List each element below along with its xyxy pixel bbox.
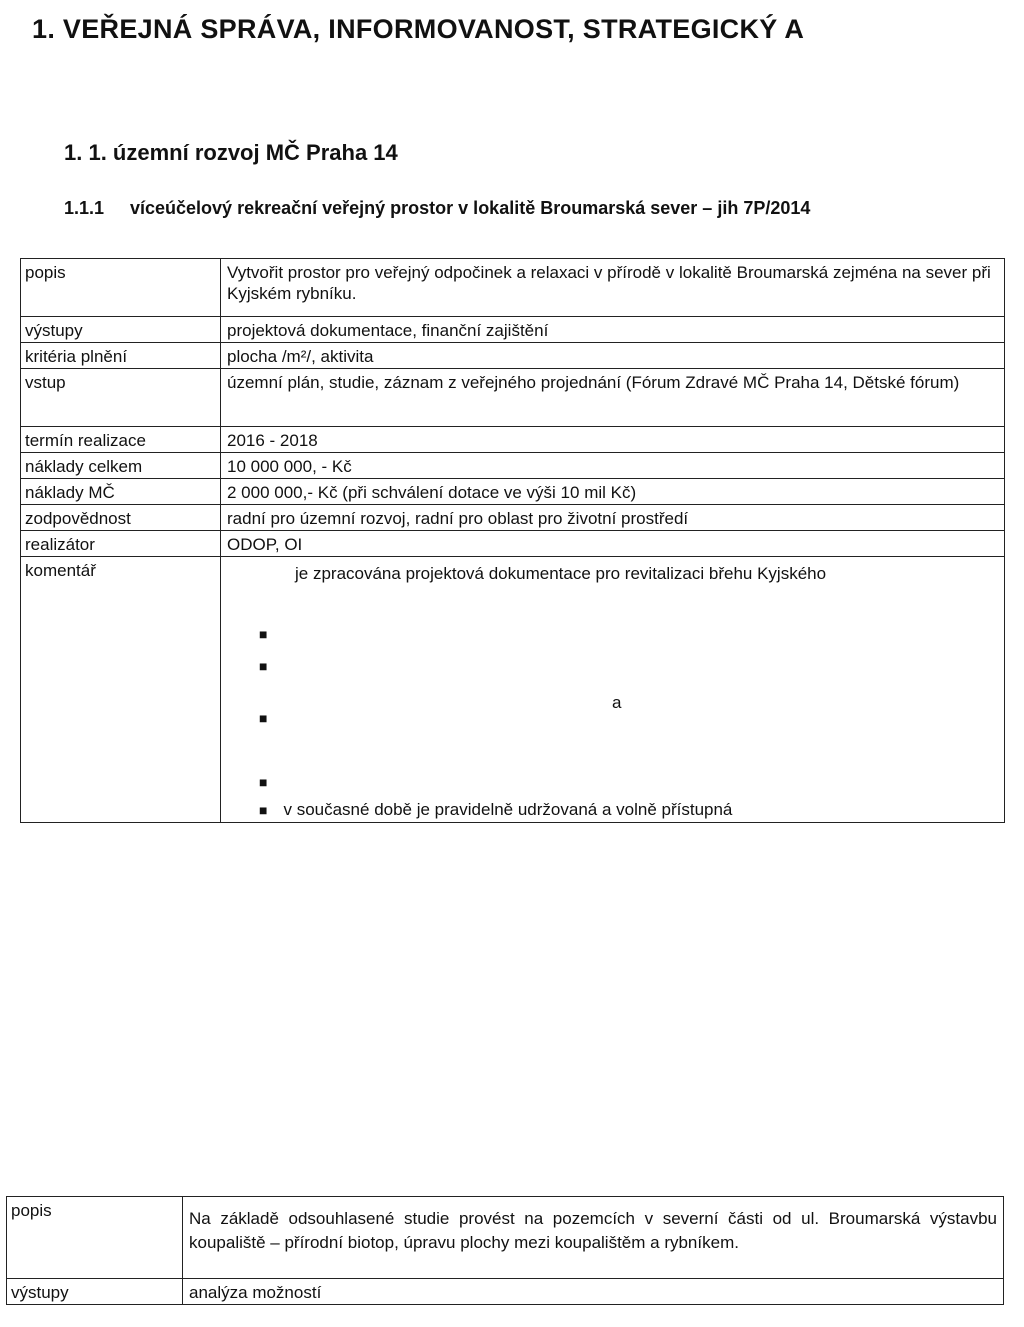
item-heading [64, 198, 810, 219]
table-row [21, 343, 1005, 369]
row-label: kritéria plnění [21, 343, 221, 369]
project-table-2 [6, 1196, 1004, 1305]
row-label: popis [21, 259, 221, 317]
row-label: zodpovědnost [21, 505, 221, 531]
row-value: Vytvořit prostor pro veřejný odpočinek a relaxaci v přírodě v lokalitě Broumarská zejména na sever při Kyjském rybníku. [221, 259, 1005, 317]
row-value: projektová dokumentace, finanční zajištění [221, 317, 1005, 343]
bullet-marker: ■ [259, 658, 268, 674]
table-row [7, 1279, 1004, 1305]
section-heading: 1. VEŘEJNÁ SPRÁVA, INFORMOVANOST, STRATEGICKÝ A [32, 14, 805, 44]
row-value: Na základě odsouhlasené studie provést na pozemcích v severní části od ul. Broumarská výstavbu koupaliště – přírodní biotop, úpravu plochy mezi koupalištěm a rybníkem. [183, 1197, 1004, 1279]
table-row [21, 259, 1005, 317]
comment-cell [221, 557, 1005, 823]
row-label: náklady MČ [21, 479, 221, 505]
table-row [21, 557, 1005, 823]
table-row [21, 317, 1005, 343]
row-value: 10 000 000, - Kč [221, 453, 1005, 479]
bullet-marker: ■ [259, 774, 268, 790]
stray-text: a [612, 693, 622, 712]
table-row [7, 1197, 1004, 1279]
bullet-marker: ■ [259, 802, 268, 818]
row-value: plocha /m²/, aktivita [221, 343, 1005, 369]
row-value: radní pro územní rozvoj, radní pro oblast pro životní prostředí [221, 505, 1005, 531]
row-label: vstup [21, 369, 221, 427]
row-label: popis [7, 1197, 183, 1279]
subsection-heading: 1. 1. územní rozvoj MČ Praha 14 [64, 140, 398, 165]
row-value: 2016 - 2018 [221, 427, 1005, 453]
bullet-list [227, 584, 998, 799]
row-label: výstupy [7, 1279, 183, 1305]
row-label: realizátor [21, 531, 221, 557]
bullet-marker: ■ [259, 626, 268, 642]
project-table [20, 258, 1005, 823]
table-row [21, 531, 1005, 557]
item-title: víceúčelový rekreační veřejný prostor v lokalitě Broumarská sever – jih 7P/2014 [130, 198, 811, 218]
comment-last-line [227, 799, 998, 821]
row-value: ODOP, OI [221, 531, 1005, 557]
table-row [21, 453, 1005, 479]
row-label: komentář [21, 557, 221, 823]
row-label: výstupy [21, 317, 221, 343]
table-row [21, 369, 1005, 427]
row-label: termín realizace [21, 427, 221, 453]
item-number: 1.1.1 [64, 198, 105, 218]
row-value: územní plán, studie, záznam z veřejného projednání (Fórum Zdravé MČ Praha 14, Dětské fórum) [221, 369, 1005, 427]
table-row [21, 427, 1005, 453]
comment-text: v současné době je pravidelně udržovaná a volně přístupná [283, 800, 733, 819]
row-value: analýza možností [183, 1279, 1004, 1305]
bullet-marker: ■ [259, 710, 268, 726]
comment-text: je zpracována projektová dokumentace pro revitalizaci břehu Kyjského [295, 564, 827, 583]
row-value: 2 000 000,- Kč (při schválení dotace ve výši 10 mil Kč) [221, 479, 1005, 505]
row-label: náklady celkem [21, 453, 221, 479]
table-row [21, 479, 1005, 505]
table-row [21, 505, 1005, 531]
